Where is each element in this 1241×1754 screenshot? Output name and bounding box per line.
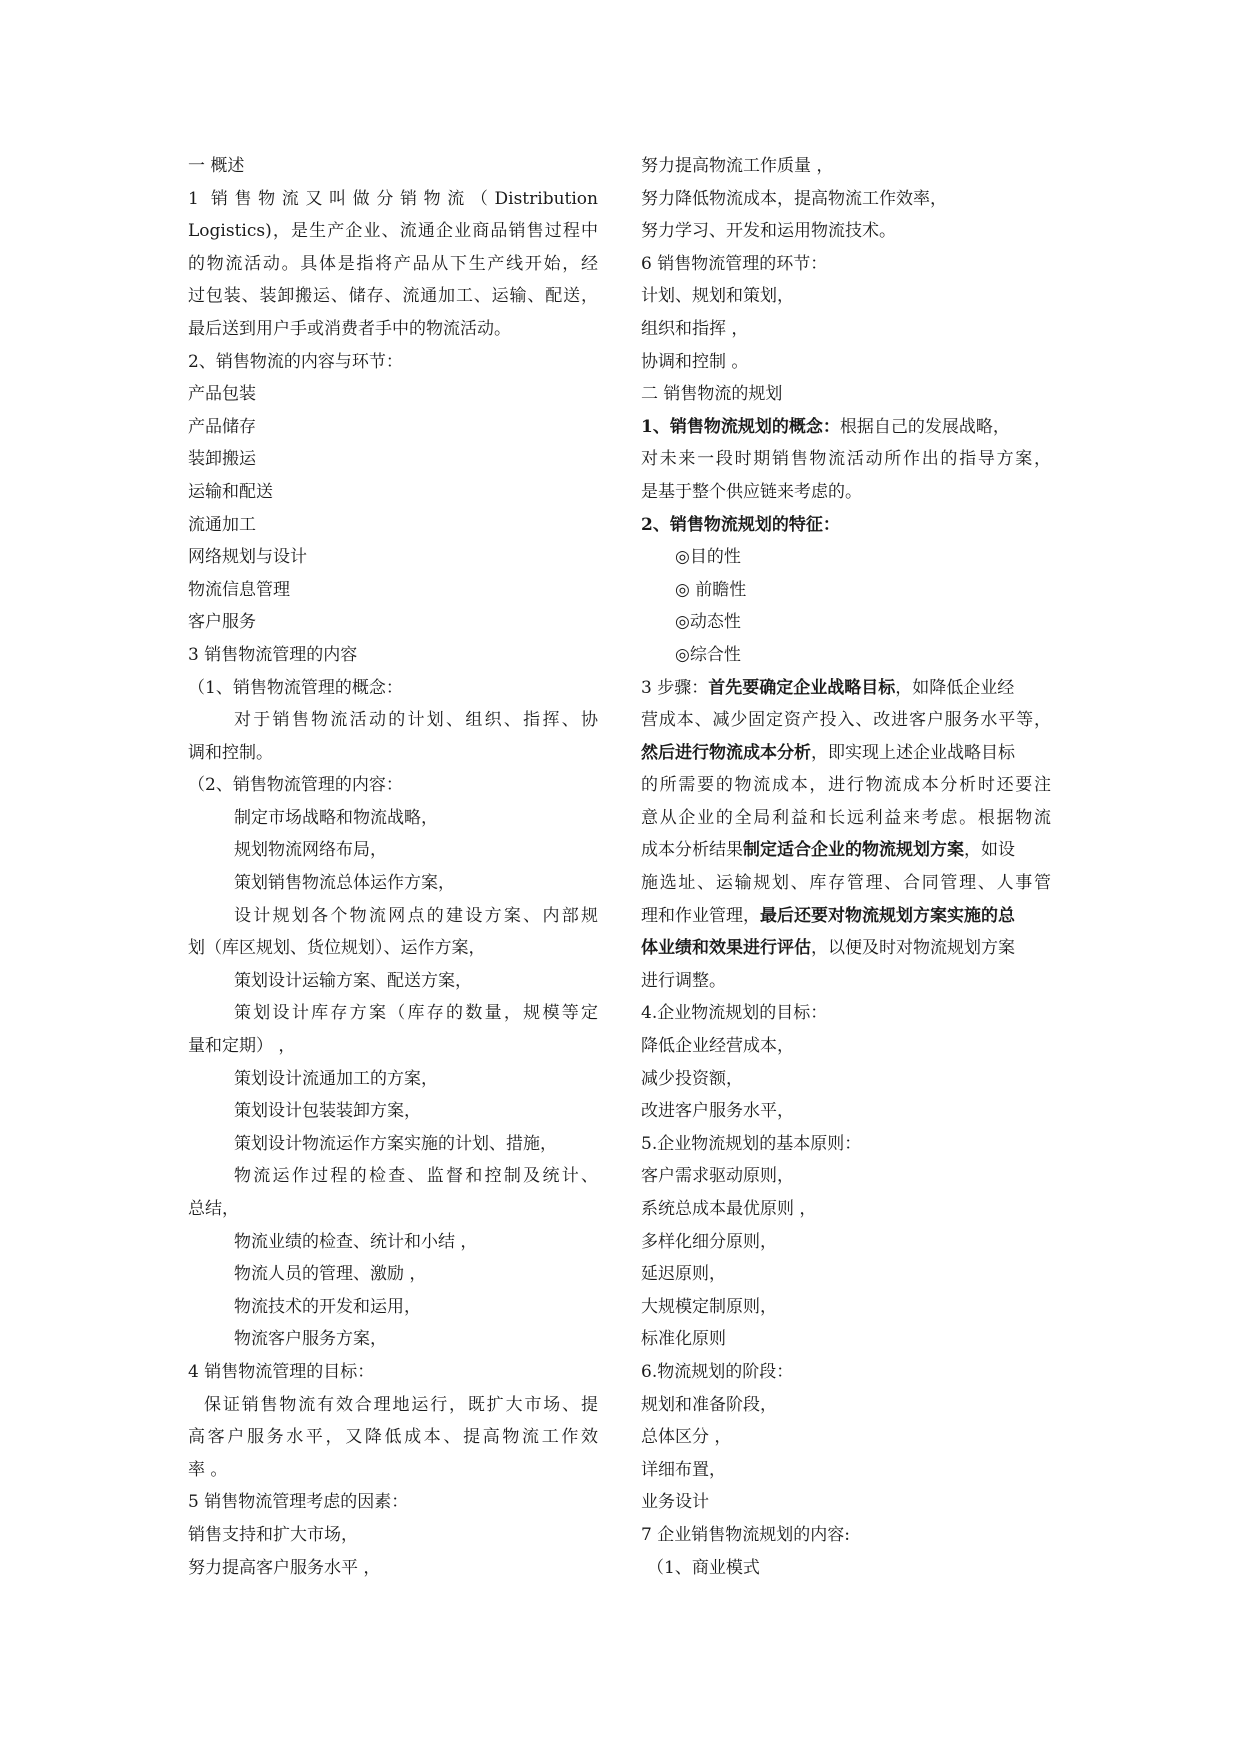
list-item: 协调和控制 。 xyxy=(641,351,749,372)
list-item: 物流客户服务方案， xyxy=(234,1329,387,1350)
list-item: 物流技术的开发和运用， xyxy=(234,1296,421,1317)
paragraph-line: 的所需要的物流成本，进行物流成本分析时还要注 xyxy=(641,775,1051,796)
paragraph-line: 对于销售物流活动的计划、组织、指挥、协 xyxy=(234,710,598,731)
list-item: 装卸搬运 xyxy=(188,449,256,470)
list-item: 努力学习、开发和运用物流技术。 xyxy=(641,221,896,242)
text-run: 成本分析结果 xyxy=(641,840,743,861)
subsection-heading: 7 企业销售物流规划的内容: xyxy=(641,1524,850,1545)
paragraph-line: 高客户服务水平，又降低成本、提高物流工作效 xyxy=(188,1427,598,1448)
list-item: 努力提高物流工作质量 ， xyxy=(641,156,834,176)
list-item: 努力提高客户服务水平 ， xyxy=(188,1557,381,1578)
subsection-heading: 4.企业物流规划的目标： xyxy=(641,1003,828,1024)
bold-term: 首先要确定企业战略目标 xyxy=(708,677,896,698)
list-item: 设计规划各个物流网点的建设方案、内部规 xyxy=(234,905,598,926)
list-item: 客户服务 xyxy=(188,612,256,633)
paragraph-line: 1 销售物流又叫做分销物流（Distribution xyxy=(188,188,598,209)
list-item: 总结， xyxy=(188,1199,239,1219)
list-item: ◎ 前瞻性 xyxy=(675,579,747,600)
paragraph-line: 营成本、减少固定资产投入、改进客户服务水平等， xyxy=(641,710,1051,731)
list-item: 销售支持和扩大市场， xyxy=(188,1524,358,1545)
paragraph-line xyxy=(641,737,1051,770)
paragraph-line: 最后送到用户手或消费者手中的物流活动。 xyxy=(188,318,511,339)
right-column xyxy=(641,150,1051,1584)
text-run: 理和作业管理， xyxy=(641,905,760,926)
list-item: ◎动态性 xyxy=(675,612,741,633)
list-item: 规划物流网络布局， xyxy=(234,840,387,861)
bold-term: 制定适合企业的物流规划方案 xyxy=(743,840,964,861)
list-item: 策划设计物流运作方案实施的计划、措施， xyxy=(234,1133,557,1154)
paragraph-line xyxy=(641,834,1051,867)
list-item: 多样化细分原则， xyxy=(641,1231,777,1252)
list-item: 物流业绩的检查、统计和小结 ， xyxy=(234,1231,478,1252)
list-item: 运输和配送 xyxy=(188,481,273,502)
bold-term: 1、销售物流规划的概念： xyxy=(641,416,840,437)
list-item: 总体区分 ， xyxy=(641,1427,732,1448)
text-run: ，以便及时对物流规划方案 xyxy=(811,938,1015,959)
list-item: 流通加工 xyxy=(188,514,256,535)
text-run: 3 步骤： xyxy=(641,677,709,698)
list-item: 制定市场战略和物流战略， xyxy=(234,807,438,828)
list-item: 改进客户服务水平， xyxy=(641,1101,794,1122)
paragraph-line: 过包装、装卸搬运、储存、流通加工、运输、配送， xyxy=(188,286,598,307)
list-item: 组织和指挥 ， xyxy=(641,318,749,339)
list-item: 系统总成本最优原则 ， xyxy=(641,1199,817,1219)
list-item: 划（库区规划、货位规划）、运作方案， xyxy=(188,938,486,959)
list-item: 策划设计流通加工的方案， xyxy=(234,1068,438,1089)
left-column xyxy=(188,150,598,1584)
list-item: 降低企业经营成本， xyxy=(641,1036,794,1057)
list-item: 策划销售物流总体运作方案， xyxy=(234,873,455,894)
subsection-heading: 5 销售物流管理考虑的因素： xyxy=(188,1492,409,1513)
section-heading: 一 概述 xyxy=(188,156,245,176)
list-item: 网络规划与设计 xyxy=(188,547,307,568)
list-item: 客户需求驱动原则， xyxy=(641,1166,794,1187)
list-item: 规划和准备阶段， xyxy=(641,1394,777,1415)
list-item: 业务设计 xyxy=(641,1492,709,1513)
text-run: 根据自己的发展战略， xyxy=(839,416,1010,437)
subsection-heading xyxy=(641,509,1051,542)
paragraph-line: 意从企业的全局利益和长远利益来考虑。根据物流 xyxy=(641,807,1051,828)
paragraph-line xyxy=(641,900,1051,933)
list-item: 产品储存 xyxy=(188,416,256,437)
subsection-heading: （1、商业模式 xyxy=(647,1557,760,1578)
list-item: 计划、规划和策划， xyxy=(641,286,794,307)
bold-term: 最后还要对物流规划方案实施的总 xyxy=(760,905,1015,926)
list-item: ◎综合性 xyxy=(675,644,741,665)
list-item: 减少投资额， xyxy=(641,1068,743,1089)
bold-term: 2、销售物流规划的特征： xyxy=(641,514,840,535)
bold-term: 体业绩和效果进行评估 xyxy=(641,938,811,959)
list-item: 产品包装 xyxy=(188,384,256,405)
paragraph-line: 进行调整。 xyxy=(641,970,726,991)
paragraph-line xyxy=(641,411,1051,444)
list-item: 详细布置， xyxy=(641,1459,726,1480)
list-item: 策划设计包装装卸方案， xyxy=(234,1101,421,1122)
subsection-heading: （2、销售物流管理的内容： xyxy=(188,775,403,796)
subsection-heading: 6 销售物流管理的环节： xyxy=(641,253,828,274)
list-item: 努力降低物流成本，提高物流工作效率， xyxy=(641,188,947,209)
subsection-heading: 2、销售物流的内容与环节： xyxy=(188,351,403,372)
text-run: ，如降低企业经 xyxy=(895,677,1015,698)
paragraph-line: 的物流活动。具体是指将产品从下生产线开始，经 xyxy=(188,253,598,274)
list-item: 物流信息管理 xyxy=(188,579,290,600)
list-item: 物流人员的管理、激励 ， xyxy=(234,1264,427,1285)
list-item: 大规模定制原则， xyxy=(641,1296,777,1317)
paragraph-line: 对未来一段时期销售物流活动所作出的指导方案， xyxy=(641,449,1051,470)
list-item: 策划设计库存方案（库存的数量，规模等定 xyxy=(234,1003,598,1024)
subsection-heading: 4 销售物流管理的目标： xyxy=(188,1361,375,1382)
paragraph-line xyxy=(641,932,1051,965)
paragraph-line: 率 。 xyxy=(188,1459,228,1480)
subsection-heading: 3 销售物流管理的内容 xyxy=(188,644,358,665)
bold-term: 然后进行物流成本分析 xyxy=(641,742,811,763)
list-item: 延迟原则， xyxy=(641,1264,726,1285)
list-item: 物流运作过程的检查、监督和控制及统计、 xyxy=(234,1166,598,1187)
subsection-heading: （1、销售物流管理的概念： xyxy=(188,677,403,698)
text-run: ，即实现上述企业战略目标 xyxy=(811,742,1015,763)
subsection-heading: 6.物流规划的阶段： xyxy=(641,1361,794,1382)
paragraph-line: 施选址、运输规划、库存管理、合同管理、人事管 xyxy=(641,873,1051,894)
list-item: ◎目的性 xyxy=(675,547,741,568)
text-run: ，如设 xyxy=(964,840,1015,861)
section-heading: 二 销售物流的规划 xyxy=(641,384,783,405)
subsection-heading: 5.企业物流规划的基本原则： xyxy=(641,1133,862,1154)
paragraph-line: 是基于整个供应链来考虑的。 xyxy=(641,481,862,502)
paragraph-line: Logistics)，是生产企业、流通企业商品销售过程中 xyxy=(188,221,598,242)
list-item: 策划设计运输方案、配送方案， xyxy=(234,970,472,991)
paragraph-line: 调和控制。 xyxy=(188,742,273,763)
list-item: 标准化原则 xyxy=(641,1329,726,1350)
paragraph-line xyxy=(641,672,1051,705)
list-item: 量和定期） ， xyxy=(188,1036,296,1057)
paragraph-line: 保证销售物流有效合理地运行，既扩大市场、提 xyxy=(204,1394,598,1415)
